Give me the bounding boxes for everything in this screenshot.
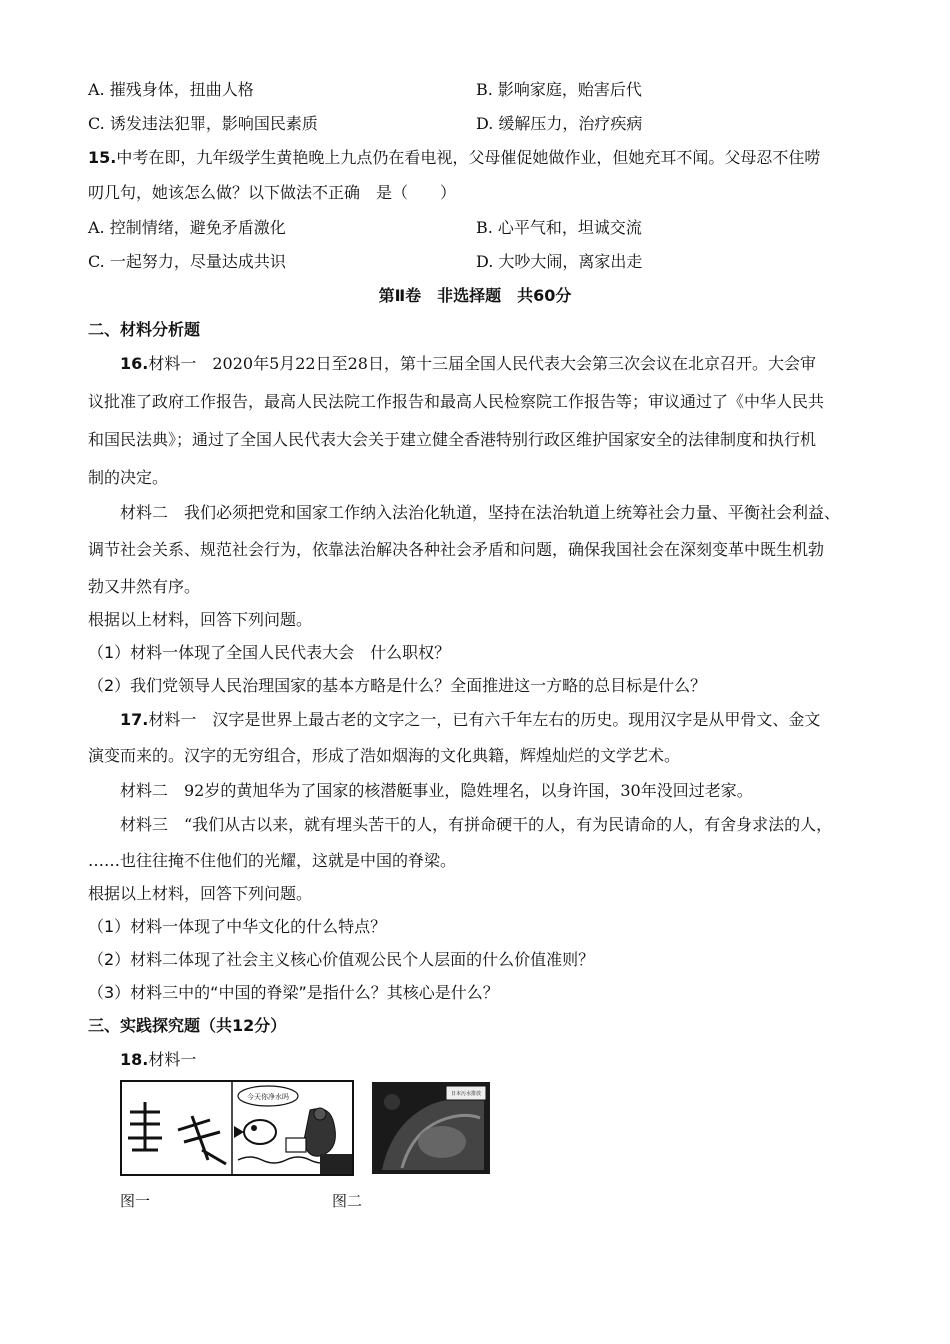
q15-number: 15. — [88, 148, 117, 167]
q14-option-a: A. 摧残身体，扭曲人格 — [88, 80, 254, 99]
section3-title: 三、实践探究题（共12分） — [88, 1016, 287, 1035]
section2-title: 二、材料分析题 — [88, 320, 201, 339]
q17-material1-line1 — [120, 710, 820, 730]
q17-material3-line1: 材料三 “我们从古以来，就有埋头苦干的人，有拼命硬干的人，有为民请命的人，有舍身求法的人， — [120, 815, 833, 834]
q15-text-line1: 中考在即，九年级学生黄艳晚上九点仍在看电视，父母催促她做作业，但她充耳不闻。父母忍不住唠 — [116, 148, 821, 167]
photo-illustration — [372, 1082, 490, 1174]
q16-material2-line2: 调节社会关系、规范社会行为，依靠法治解决各种社会矛盾和问题，确保我国社会在深刻变革中既生机勃 — [88, 540, 825, 559]
q15-option-b: B. 心平气和，坦诚交流 — [476, 218, 642, 237]
q17-subquestion-2: （2）材料二体现了社会主义核心价值观公民个人层面的什么价值准则？ — [88, 950, 595, 969]
q16-number: 16. — [120, 354, 149, 373]
q17-material3-line2: ……也往往掩不住他们的光耀，这就是中国的脊梁。 — [88, 851, 457, 870]
figure-1-bubble-text: 今天你净水吗 — [247, 1093, 289, 1101]
q17-material2-line1: 材料二 92岁的黄旭华为了国家的核潜艇事业，隐姓埋名，以身许国，30年没回过老家。 — [120, 781, 753, 800]
q16-material1-line3: 和国民法典》；通过了全国人民代表大会关于建立健全香港特别行政区维护国家安全的法律制度和执行机 — [88, 430, 817, 449]
q18-stem — [120, 1050, 196, 1070]
q18-number: 18. — [120, 1050, 149, 1069]
q16-subquestion-2: （2）我们党领导人民治理国家的基本方略是什么？全面推进这一方略的总目标是什么？ — [88, 676, 707, 695]
figure-1-caption: 图一 — [120, 1192, 151, 1210]
q15-option-a: A. 控制情绪，避免矛盾激化 — [88, 218, 286, 237]
q16-subquestion-1: （1）材料一体现了全国人民代表大会 什么职权？ — [88, 643, 451, 662]
q16-material1-line2: 议批准了政府工作报告，最高人民法院工作报告和最高人民检察院工作报告等；审议通过了《中华人民共 — [88, 392, 825, 411]
q17-subquestion-1: （1）材料一体现了中华文化的什么特点？ — [88, 917, 387, 936]
q15-stem-line2: 叨几句，她该怎么做？以下做法不正确 是（ ） — [88, 183, 457, 202]
q18-material-label: 材料一 — [148, 1050, 197, 1069]
q14-option-d: D. 缓解压力，治疗疾病 — [476, 114, 643, 133]
figure-2-image — [372, 1082, 490, 1174]
q16-prompt: 根据以上材料，回答下列问题。 — [88, 610, 313, 629]
figure-1-cartoon — [120, 1080, 354, 1176]
q16-m1-text-line1: 材料一 2020年5月22日至28日，第十三届全国人民代表大会第三次会议在北京召开。大会审 — [148, 354, 816, 373]
q16-material2-line1: 材料二 我们必须把党和国家工作纳入法治化轨道，坚持在法治轨道上统筹社会力量、平衡社会利益、 — [120, 503, 841, 522]
q17-number: 17. — [120, 710, 149, 729]
q16-material1-line1 — [120, 354, 816, 374]
cartoon-illustration — [120, 1080, 354, 1176]
q17-m1-text-line1: 材料一 汉字是世界上最古老的文字之一，已有六千年左右的历史。现用汉字是从甲骨文、金文 — [148, 710, 821, 729]
q17-material1-line2: 演变而来的。汉字的无穷组合，形成了浩如烟海的文化典籍，辉煌灿烂的文学艺术。 — [88, 746, 681, 765]
q16-material1-line4: 制的决定。 — [88, 468, 169, 487]
q14-option-b: B. 影响家庭，贻害后代 — [476, 80, 642, 99]
q15-option-d: D. 大吵大闹，离家出走 — [476, 252, 643, 271]
q17-prompt: 根据以上材料，回答下列问题。 — [88, 884, 313, 903]
q16-material2-line3: 勃又井然有序。 — [88, 577, 201, 596]
q17-subquestion-3: （3）材料三中的“中国的脊梁”是指什么？其核心是什么？ — [88, 983, 499, 1002]
figure-2-label-text: 日本污水排放 — [450, 1091, 482, 1097]
part2-title: 第Ⅱ卷 非选择题 共60分 — [378, 286, 572, 305]
figure-2-caption: 图二 — [332, 1192, 363, 1210]
q15-stem-line1 — [88, 148, 820, 168]
q14-option-c: C. 诱发违法犯罪，影响国民素质 — [88, 114, 318, 133]
q15-option-c: C. 一起努力，尽量达成共识 — [88, 252, 286, 271]
